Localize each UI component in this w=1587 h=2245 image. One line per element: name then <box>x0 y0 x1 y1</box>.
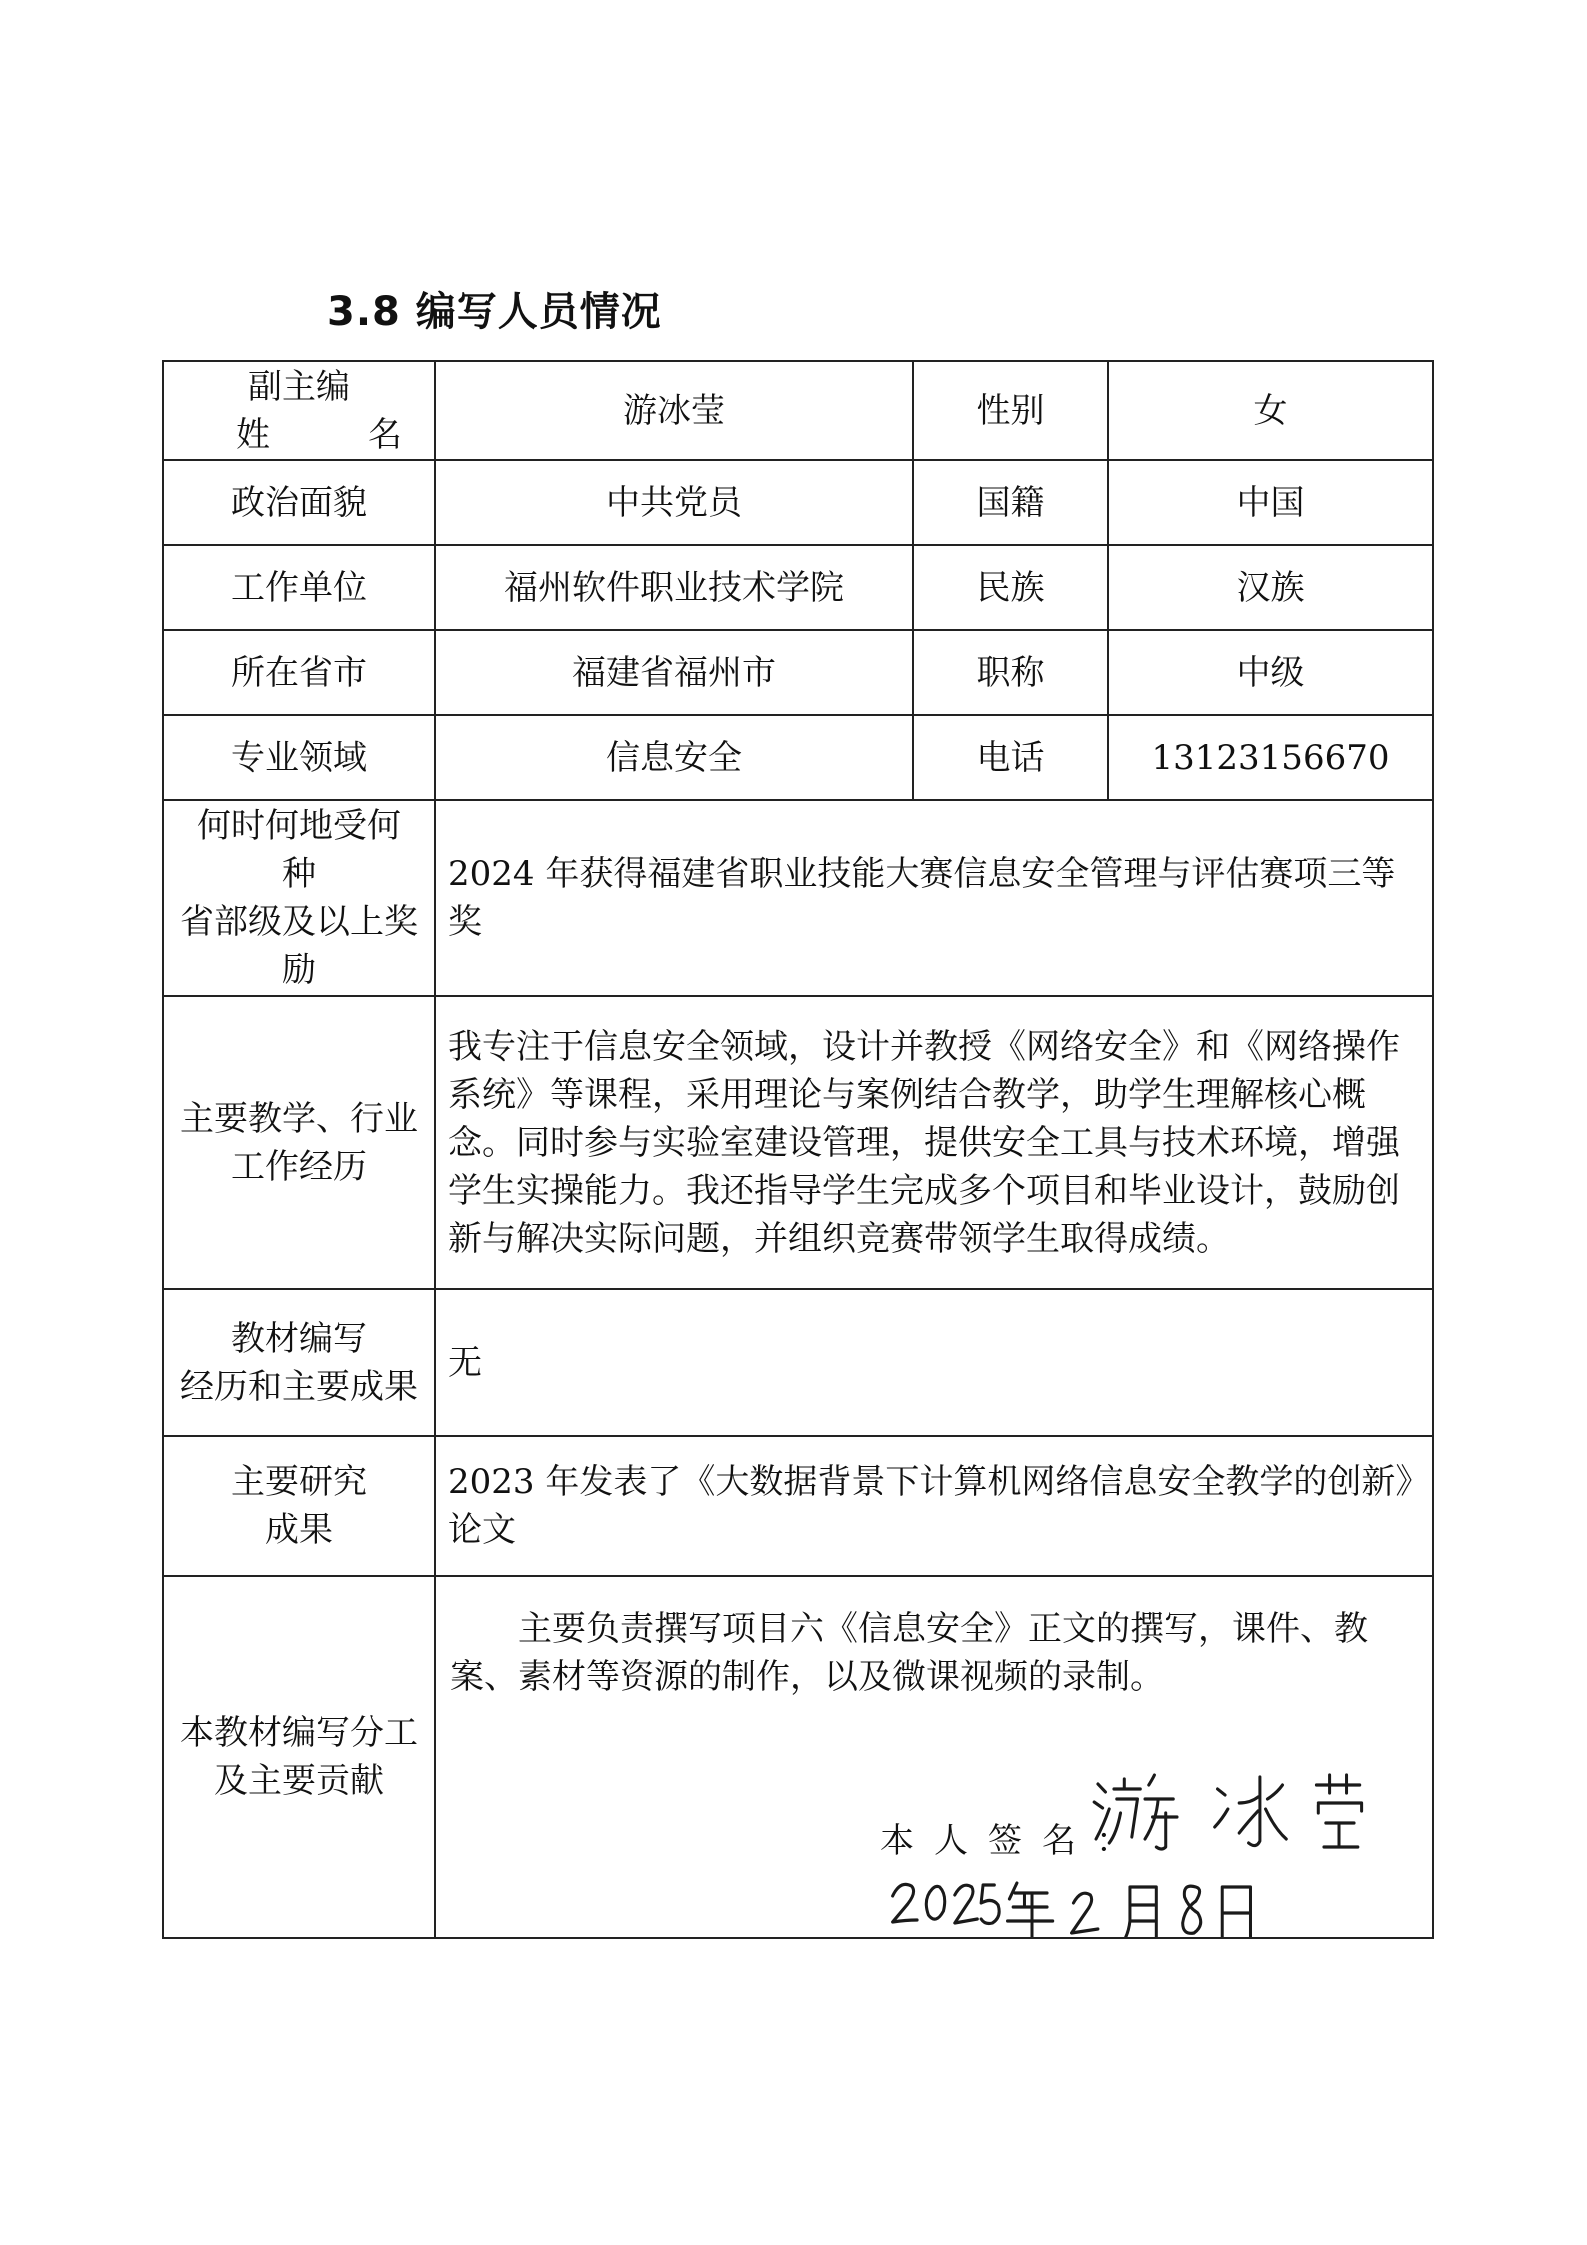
research-label-line-1: 主要研究 <box>231 1462 367 1502</box>
name-value: 游冰莹 <box>435 361 913 460</box>
row-experience <box>163 996 1433 1289</box>
ethnicity-value: 汉族 <box>1108 545 1433 630</box>
location-value: 福建省福州市 <box>435 630 913 715</box>
awards-label-line-2: 种 <box>282 854 316 894</box>
title-label: 职称 <box>913 630 1108 715</box>
contribution-label-cell <box>163 1576 435 1938</box>
awards-text: 2024 年获得福建省职业技能大赛信息安全管理与评估赛项三等奖 <box>435 800 1433 996</box>
experience-text: 我专注于信息安全领域，设计并教授《网络安全》和《网络操作系统》等课程，采用理论与案例结合教学，助学生理解核心概念。同时参与实验室建设管理，提供安全工具与技术环境，增强学生实操能力。我还指导学生完成多个项目和毕业设计，鼓励创新与解决实际问题，并组织竞赛带领学生取得成绩。 <box>435 996 1433 1289</box>
name-label-name <box>236 411 402 459</box>
experience-label-line-1: 主要教学、行业 <box>180 1098 418 1139</box>
textbook-label-line-1: 教材编写 <box>231 1318 367 1359</box>
political-value: 中共党员 <box>435 460 913 545</box>
signature-label: 本人签名： <box>880 1821 1150 1861</box>
phone-label: 电话 <box>913 715 1108 800</box>
employer-value: 福州软件职业技术学院 <box>435 545 913 630</box>
name-label-cell <box>163 361 435 460</box>
section-heading: 编写人员情况 <box>415 289 662 335</box>
contribution-label-line-1: 本教材编写分工 <box>180 1713 418 1753</box>
textbook-label-line-2: 经历和主要成果 <box>180 1366 418 1407</box>
employer-label: 工作单位 <box>163 545 435 630</box>
contribution-label-line-2: 及主要贡献 <box>214 1761 384 1801</box>
section-title <box>327 288 662 336</box>
row-location <box>163 630 1433 715</box>
row-research <box>163 1436 1433 1576</box>
ethnicity-label: 民族 <box>913 545 1108 630</box>
gender-value: 女 <box>1108 361 1433 460</box>
phone-value: 13123156670 <box>1108 715 1433 800</box>
author-info-table <box>162 360 1434 1939</box>
name-label-char-2: 名 <box>368 414 402 455</box>
field-value: 信息安全 <box>435 715 913 800</box>
awards-label-line-1: 何时何地受何 <box>197 806 401 846</box>
row-name <box>163 361 1433 460</box>
row-employer <box>163 545 1433 630</box>
experience-label-cell <box>163 996 435 1289</box>
research-label-line-2: 成果 <box>265 1510 333 1550</box>
row-textbook <box>163 1289 1433 1436</box>
contribution-cell <box>435 1576 1433 1938</box>
field-label: 专业领域 <box>163 715 435 800</box>
contribution-body <box>450 1577 1420 1937</box>
title-value: 中级 <box>1108 630 1433 715</box>
research-text: 2023 年发表了《大数据背景下计算机网络信息安全教学的创新》论文 <box>435 1436 1433 1576</box>
name-label-role: 副主编 <box>248 366 350 407</box>
awards-label-cell <box>163 800 435 996</box>
research-label-cell <box>163 1436 435 1576</box>
nationality-value: 中国 <box>1108 460 1433 545</box>
location-label: 所在省市 <box>163 630 435 715</box>
contribution-text: 主要负责撰写项目六《信息安全》正文的撰写，课件、教案、素材等资源的制作，以及微课视频的录制。 <box>450 1609 1368 1697</box>
row-political <box>163 460 1433 545</box>
nationality-label: 国籍 <box>913 460 1108 545</box>
political-label: 政治面貌 <box>163 460 435 545</box>
row-contribution <box>163 1576 1433 1938</box>
section-number: 3.8 <box>327 289 401 335</box>
experience-label-line-2: 工作经历 <box>231 1146 367 1187</box>
name-label-char-1: 姓 <box>236 414 270 455</box>
awards-label-line-3: 省部级及以上奖 <box>180 902 418 942</box>
row-awards <box>163 800 1433 996</box>
textbook-text: 无 <box>435 1289 1433 1436</box>
row-field <box>163 715 1433 800</box>
textbook-label-cell <box>163 1289 435 1436</box>
gender-label: 性别 <box>913 361 1108 460</box>
awards-label-line-4: 励 <box>282 950 316 990</box>
